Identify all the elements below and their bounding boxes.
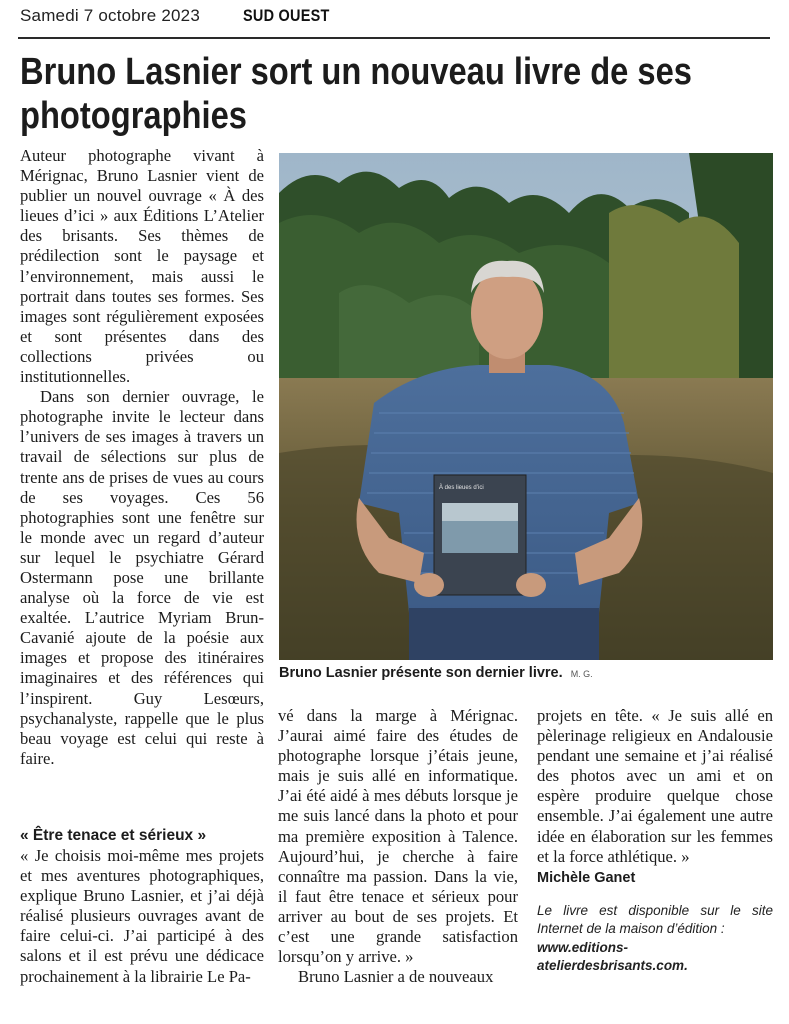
- publication-date: Samedi 7 octobre 2023: [20, 6, 200, 25]
- paragraph-projects: projets en tête. « Je suis allé en pèlerinage religieux en Andalousie pendant une semaine et j’ai réalisé des photos avec un ami et on espère produire quelque chose ensemble. J’ai également une autre idée en élaboration sur les femmes et la force athlétique. »: [537, 706, 773, 866]
- publisher-url: www.editions-atelierdesbrisants.com.: [537, 939, 688, 974]
- column-1-bottom: [20, 826, 264, 987]
- paragraph-book: Dans son dernier ouvrage, le photographe invite le lecteur dans l’univers de ses images à travers un travail de sélections sur plus de trente ans de prises de vues au cours de ses voyages. Ces 56 photographies sont une fenêtre sur le monde avec un regard d’auteur sur lequel le psychiatre Gérard Ostermann pose une brillante analyse où la force de vie est exaltée. L’autrice Myriam Brun-Cavanié ajoute de la poésie aux images et propose des itinéraires imaginaires et des références qui l’inspirent. Guy Lesœurs, psychanalyste, rappelle que le plus beau voyage est celui qui reste à faire.: [20, 387, 264, 768]
- note-text: Le livre est disponible sur le site Internet de la maison d’édition :: [537, 902, 773, 937]
- author-signature: Michèle Ganet: [537, 869, 636, 886]
- article-headline: Bruno Lasnier sort un nouveau livre de ses photographies: [20, 51, 692, 137]
- article-photo: [279, 153, 773, 660]
- subheading: « Être tenace et sérieux »: [20, 827, 207, 844]
- paragraph-quote: « Je choisis moi-même mes projets et mes aventures photographiques, explique Bruno Lasnier, et j’ai déjà réalisé plusieurs ouvrages avant de faire celui-ci. J’ai participé à des salons et il est prévu une dédicace prochainement à la librairie Le Pa-: [20, 846, 264, 986]
- column-3: [537, 706, 773, 976]
- newspaper-name: SUD OUEST: [243, 6, 330, 25]
- photo-credit: M. G.: [570, 669, 593, 679]
- paragraph-quote-continued: vé dans la marge à Mérignac. J’aurai aimé faire des études de photographe lorsque j’étais jeune, mais je suis allé en informatique. J’ai été aidé à mes débuts lorsque je me suis lancé dans la photo et pour ma première exposition à Talence. Aujourd’hui, je cherche à faire connaître ma passion. Dans la vie, il faut être tenace et sérieux pour arriver au bout de ses projets. Et c’est une grande satisfaction lorsqu’on y arrive. »: [278, 706, 518, 967]
- book-availability-note: [537, 902, 773, 976]
- paragraph-new-projects: Bruno Lasnier a de nouveaux: [298, 967, 494, 987]
- photo-caption: [279, 665, 773, 681]
- column-2: [278, 706, 518, 987]
- column-1-top: [20, 146, 264, 769]
- caption-text: Bruno Lasnier présente son dernier livre.: [279, 665, 563, 681]
- book-title: À des lieues d’ici: [439, 485, 484, 491]
- header-rule: [18, 37, 770, 39]
- photo-illustration: [279, 153, 773, 660]
- paragraph-intro: Auteur photographe vivant à Mérignac, Bruno Lasnier vient de publier un nouvel ouvrage « À des lieues d’ici » aux Éditions L’Atelier des brisants. Ses thèmes de prédilection sont le paysage et l’environnement, mais aussi le portrait dans toutes ses formes. Ses images sont régulièrement exposées et sont présentes dans des collections privées ou institutionnelles.: [20, 146, 264, 387]
